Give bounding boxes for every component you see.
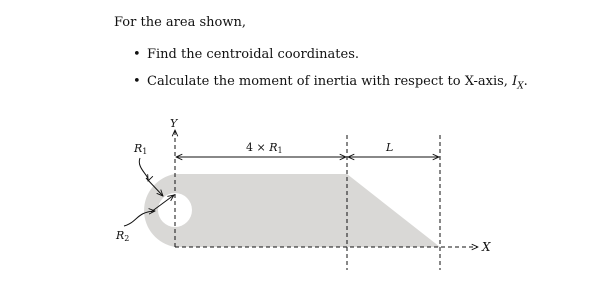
inertia-symbol: I xyxy=(512,74,518,89)
task-text-inertia: Calculate the moment of inertia with respect to X-axis, xyxy=(147,74,513,89)
dimension-label-4r1-sub: 1 xyxy=(277,146,283,155)
r2-label-sub: 2 xyxy=(124,234,130,243)
inertia-suffix: . xyxy=(523,74,528,89)
y-axis-label: Y xyxy=(170,117,178,130)
dimension-label-4r1-prefix: 4 × xyxy=(246,141,270,154)
shaded-area xyxy=(144,174,440,247)
dimension-label-4r1-var: R xyxy=(269,141,278,154)
intro-text: For the area shown, xyxy=(114,15,246,30)
r2-label xyxy=(115,229,129,243)
x-axis-label: X xyxy=(482,240,491,254)
inertia-subscript: X xyxy=(517,81,524,92)
dimension-label-4r1 xyxy=(246,141,283,155)
shape-region xyxy=(144,174,440,247)
bullet-icon: • xyxy=(133,74,141,89)
r1-label xyxy=(133,142,147,156)
r1-label-var: R xyxy=(134,142,143,155)
task-text-centroid: Find the centroidal coordinates. xyxy=(147,47,360,62)
r1-label-sub: 1 xyxy=(142,147,148,156)
r1-leader xyxy=(139,158,148,181)
dimension-label-l: L xyxy=(386,141,394,154)
bullet-icon: • xyxy=(133,47,141,62)
r2-label-var: R xyxy=(116,229,125,242)
